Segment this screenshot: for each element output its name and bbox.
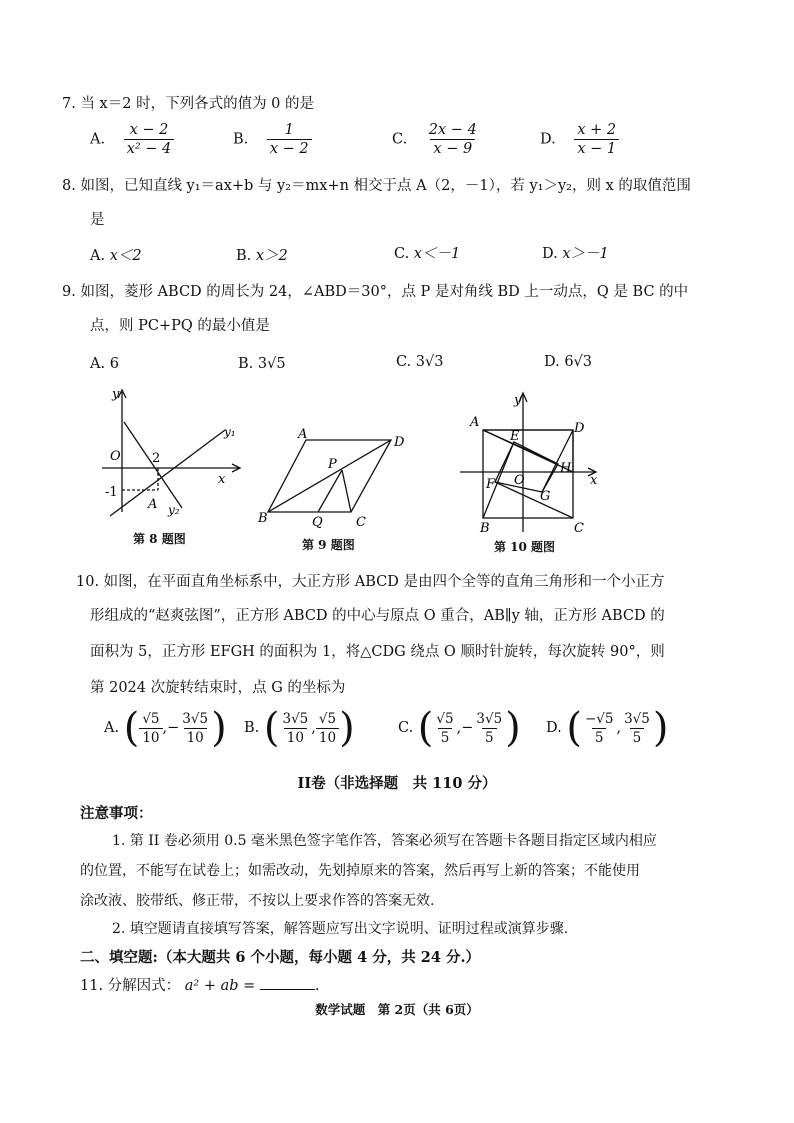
q8-option-c: C. x＜－1 xyxy=(394,246,461,262)
page-footer: 数学试题 第 2页（共 6页） xyxy=(315,1002,479,1017)
q8-option-b: B. x＞2 xyxy=(236,248,288,264)
q7-option-d xyxy=(540,122,619,157)
label-o: O xyxy=(514,473,525,488)
segment-cf xyxy=(495,482,573,518)
figure-10-caption: 第 10 题图 xyxy=(494,540,556,554)
coordinate: ( $\frac{√5}{10}$ ,− $\frac{3√5}{10}$ ) xyxy=(123,705,227,751)
q8-stem-line1: 8. 如图，已知直线 y₁＝ax+b 与 y₂＝mx+n 相交于点 A（2，－1），若 y₁＞y₂，则 x 的取值范围 xyxy=(62,178,691,194)
label-x: x xyxy=(590,473,598,488)
figure-9 xyxy=(256,420,416,532)
option-letter: A. xyxy=(90,131,106,148)
segment-pc xyxy=(342,470,351,512)
q9-option-d: D. 6√3 xyxy=(544,354,593,370)
q10-line1: 10. 如图，在平面直角坐标系中，大正方形 ABCD 是由四个全等的直角三角形和一个小正方 xyxy=(76,574,665,590)
label-neg1: -1 xyxy=(105,485,118,500)
label-a: A xyxy=(298,427,308,442)
q9-stem-line2: 点，则 PC+PQ 的最小值是 xyxy=(90,318,270,334)
label-c: C xyxy=(356,515,366,530)
label-y2: y₂ xyxy=(168,503,180,517)
answer-blank[interactable] xyxy=(260,977,315,990)
label-a: A xyxy=(470,415,480,430)
label-f: F xyxy=(486,477,496,492)
label-e: E xyxy=(510,429,520,444)
fraction: $\frac{x - 2}{\text{x² − 4}}$ xyxy=(124,122,175,157)
q11: 11. 分解因式： a² + ab = . xyxy=(80,978,320,994)
coordinate: ( $\frac{3√5}{10}$ , $\frac{√5}{10}$ ) xyxy=(263,705,355,751)
notice-1-line2: 的位置，不能写在试卷上；如需改动，先划掉原来的答案，然后再写上新的答案；不能使用 xyxy=(80,863,640,879)
label-p: P xyxy=(328,457,337,472)
figure-9-caption: 第 9 题图 xyxy=(302,538,355,552)
q10-option-c: C. ( $\frac{√5}{5}$ ,− $\frac{3√5}{5}$ ) xyxy=(398,705,521,751)
fraction: $\frac{2x - 4}{x - 9}$ xyxy=(428,122,477,157)
label-y: y xyxy=(514,393,522,408)
fraction: $\frac{1}{x - 2}$ xyxy=(267,122,312,157)
q10-line4: 第 2024 次旋转结束时，点 G 的坐标为 xyxy=(90,680,346,696)
q7-option-c xyxy=(392,122,480,157)
q9-option-b: B. 3√5 xyxy=(238,356,286,372)
label-h: H xyxy=(560,461,572,476)
q10-line3: 面积为 5，正方形 EFGH 的面积为 1，将△CDG 绕点 O 顺时针旋转，每次旋转 90°，则 xyxy=(90,644,665,660)
q7-option-b xyxy=(233,122,312,157)
figure-8 xyxy=(100,386,250,526)
label-y1: y₁ xyxy=(224,425,236,439)
q8-option-d: D. x＞－1 xyxy=(542,246,609,262)
q8-option-a: A. x＜2 xyxy=(90,248,142,264)
coordinate: ( $\frac{√5}{5}$ ,− $\frac{3√5}{5}$ ) xyxy=(417,705,521,751)
notice-1-line3: 涂改液、胶带纸、修正带，不按以上要求作答的答案无效. xyxy=(80,893,435,909)
label-g: G xyxy=(540,489,551,504)
label-two: 2 xyxy=(152,451,161,466)
fill-section-title: 二、填空题:（本大题共 6 个小题，每小题 4 分，共 24 分.） xyxy=(80,949,481,966)
figure-10 xyxy=(458,388,604,536)
label-b: B xyxy=(480,521,490,536)
q8-stem-line2: 是 xyxy=(90,212,105,228)
q7-option-a xyxy=(90,122,174,157)
option-letter: D. xyxy=(540,131,556,148)
q7-stem: 7. 当 x＝2 时，下列各式的值为 0 的是 xyxy=(62,96,315,112)
label-b: B xyxy=(258,511,268,526)
label-origin: O xyxy=(110,449,121,464)
notice-2: 2. 填空题请直接填写答案，解答题应写出文字说明、证明过程或演算步骤. xyxy=(112,921,569,937)
label-x: x xyxy=(218,472,226,487)
label-d: D xyxy=(394,435,405,450)
coordinate: ( $\frac{-√5}{5}$ , $\frac{3√5}{5}$ ) xyxy=(566,705,669,751)
option-letter: C. xyxy=(392,131,408,148)
fraction: $\frac{x + 2}{x - 1}$ xyxy=(574,122,619,157)
label-y: y xyxy=(112,387,120,402)
q10-option-d: D. ( $\frac{-√5}{5}$ , $\frac{3√5}{5}$ ) xyxy=(546,705,669,751)
label-a: A xyxy=(148,497,158,512)
q9-stem-line1: 9. 如图，菱形 ABCD 的周长为 24，∠ABD＝30°，点 P 是对角线 BD 上一动点，Q 是 BC 的中 xyxy=(62,284,689,300)
label-q: Q xyxy=(312,515,323,530)
q10-option-b: B. ( $\frac{3√5}{10}$ , $\frac{√5}{10}$ ) xyxy=(244,705,355,751)
option-letter: B. xyxy=(233,131,249,148)
q9-option-a: A. 6 xyxy=(90,356,119,372)
q10-option-a: A. ( $\frac{√5}{10}$ ,− $\frac{3√5}{10}$ ) xyxy=(104,705,227,751)
notice-title: 注意事项： xyxy=(80,805,153,822)
label-d: D xyxy=(574,421,585,436)
q9-option-c: C. 3√3 xyxy=(396,354,444,370)
notice-1-line1: 1. 第 II 卷必须用 0.5 毫米黑色签字笔作答，答案必须写在答题卡各题目指定区域内相应 xyxy=(112,833,657,849)
q10-line2: 形组成的“赵爽弦图”，正方形 ABCD 的中心与原点 O 重合，AB∥y 轴，正方形 ABCD 的 xyxy=(90,608,665,624)
label-c: C xyxy=(574,521,584,536)
section-title: II卷（非选择题 共 110 分） xyxy=(297,775,497,792)
figure-8-caption: 第 8 题图 xyxy=(133,532,186,546)
